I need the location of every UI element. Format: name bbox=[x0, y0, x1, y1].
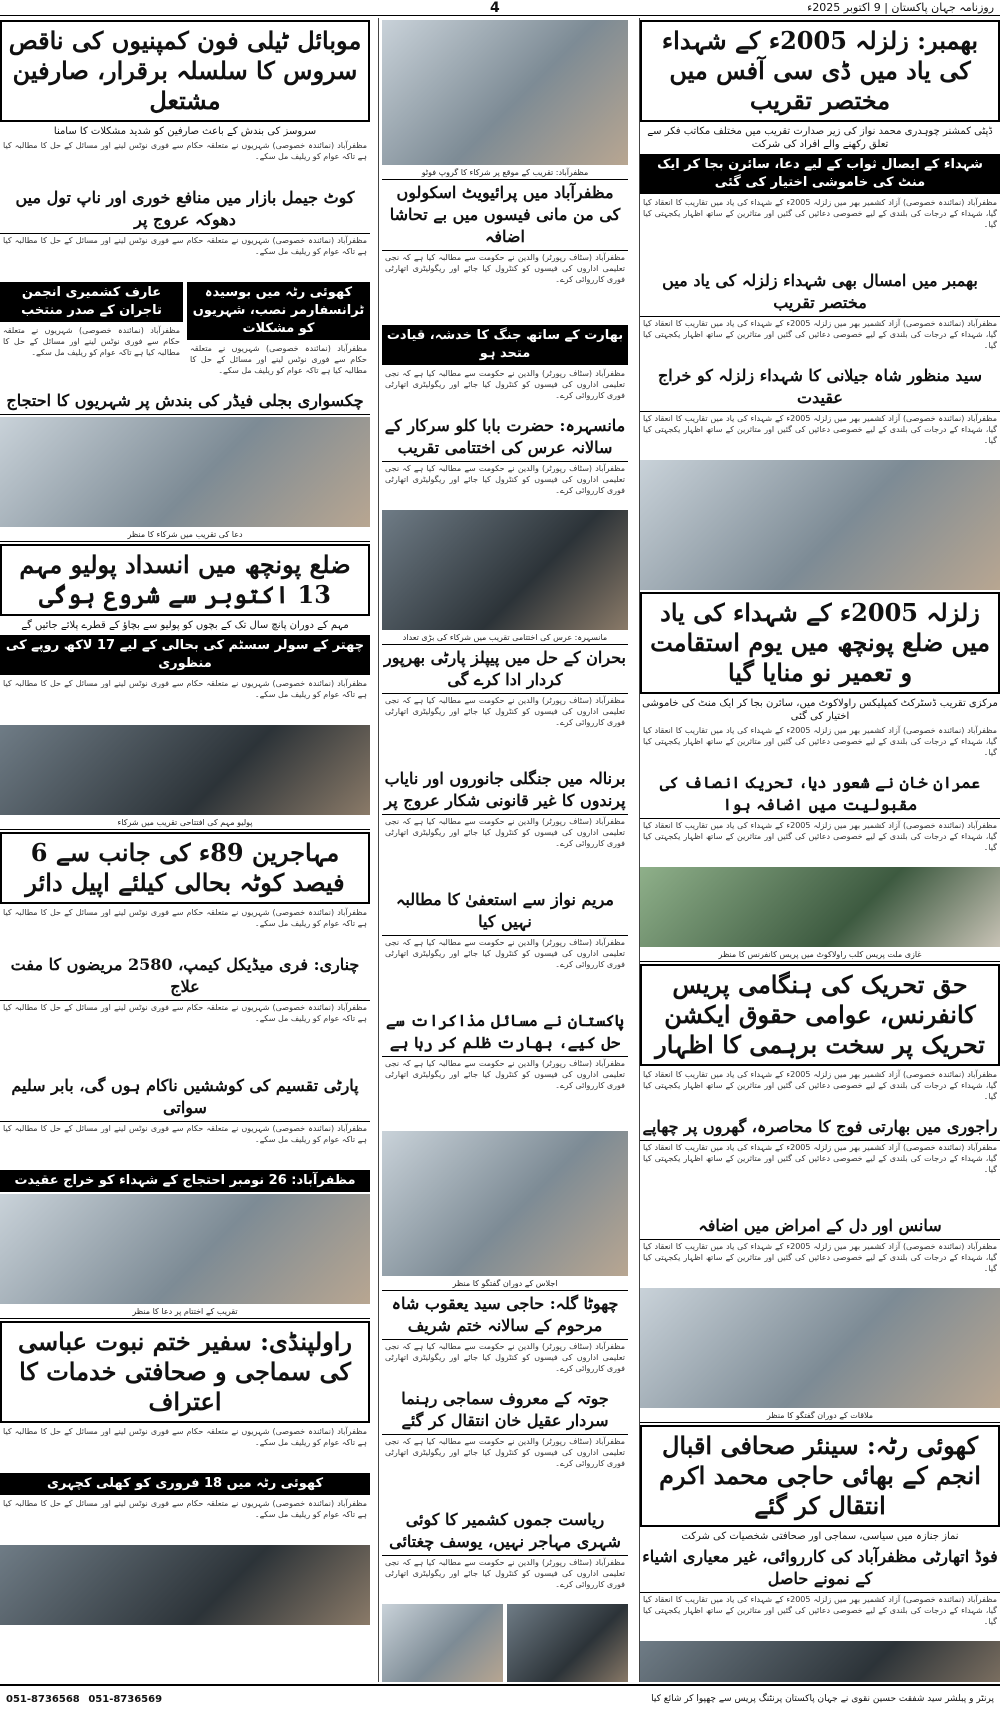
article-body: مظفرآباد (نمائندہ خصوصی) آزاد کشمیر بھر میں زلزلہ 2005ء کے شہداء کی یاد میں تقاریب کا انعقاد کیا گیا، شہداء کے درجات کی بلندی کے لیے خصوصی دعائیں کی گئیں اور متاثرین کے ساتھ اظہار یکجہتی کیا گیا۔ bbox=[643, 319, 997, 350]
article-body: مظفرآباد (نمائندہ خصوصی) شہریوں نے متعلقہ حکام سے فوری نوٹس لینے اور مسائل کے حل کا مطالبہ کیا ہے تاکہ عوام کو ریلیف مل سکے۔ bbox=[3, 1499, 367, 1519]
article-body: مظفرآباد (نمائندہ خصوصی) آزاد کشمیر بھر میں زلزلہ 2005ء کے شہداء کی یاد میں تقاریب کا انعقاد کیا گیا، شہداء کے درجات کی بلندی کے لیے خصوصی دعائیں کی گئیں اور متاثرین کے ساتھ اظہار یکجہتی کیا گیا۔ bbox=[643, 1070, 997, 1101]
article-body: مظفرآباد (نمائندہ خصوصی) شہریوں نے متعلقہ حکام سے فوری نوٹس لینے اور مسائل کے حل کا مطالبہ کیا ہے تاکہ عوام کو ریلیف مل سکے۔ bbox=[3, 1003, 367, 1023]
news-photo bbox=[382, 20, 628, 165]
article-body: مظفرآباد (نمائندہ خصوصی) شہریوں نے متعلقہ حکام سے فوری نوٹس لینے اور مسائل کے حل کا مطالبہ کیا ہے تاکہ عوام کو ریلیف مل سکے۔ bbox=[3, 141, 367, 161]
photo-caption: مانسہرہ: عرس کی اختتامی تقریب میں شرکاء کی بڑی تعداد bbox=[382, 632, 628, 645]
article-body: مظفرآباد (سٹاف رپورٹر) والدین نے حکومت سے مطالبہ کیا ہے کہ نجی تعلیمی اداروں کی فیسوں کو کنٹرول کیا جائے اور ریگولیٹری اتھارٹی فوری کارروائی کرے۔ bbox=[385, 938, 625, 969]
article-body: مظفرآباد (سٹاف رپورٹر) والدین نے حکومت سے مطالبہ کیا ہے کہ نجی تعلیمی اداروں کی فیسوں کو کنٹرول کیا جائے اور ریگولیٹری اتھارٹی فوری کارروائی کرے۔ bbox=[385, 817, 625, 848]
headline: مریم نواز سے استعفیٰ کا مطالبہ نہیں کیا bbox=[382, 887, 628, 936]
article-body: مظفرآباد (سٹاف رپورٹر) والدین نے حکومت سے مطالبہ کیا ہے کہ نجی تعلیمی اداروں کی فیسوں کو کنٹرول کیا جائے اور ریگولیٹری اتھارٹی فوری کارروائی کرے۔ bbox=[385, 464, 625, 495]
news-photo bbox=[382, 510, 628, 630]
headline: ریاست جموں کشمیر کا کوئی شہری مہاجر نہیں، یوسف چغتائی bbox=[382, 1507, 628, 1556]
article-body: مظفرآباد (نمائندہ خصوصی) آزاد کشمیر بھر میں زلزلہ 2005ء کے شہداء کی یاد میں تقاریب کا انعقاد کیا گیا، شہداء کے درجات کی بلندی کے لیے خصوصی دعائیں کی گئیں اور متاثرین کے ساتھ اظہار یکجہتی کیا گیا۔ bbox=[643, 821, 997, 852]
headline: پاکستان نے مسائل مذاکرات سے حل کیے، بھارت ظلم کر رہا ہے bbox=[382, 1008, 628, 1057]
middle-column bbox=[382, 18, 628, 1682]
headline: عارف کشمیری انجمن تاجران کے صدر منتخب bbox=[0, 282, 183, 322]
photo-caption: مظفرآباد: تقریب کے موقع پر شرکاء کا گروپ فوٹو bbox=[382, 167, 628, 180]
headline: مظفرآباد میں پرائیویٹ اسکولوں کی من مانی فیسوں میں بے تحاشا اضافہ bbox=[382, 180, 628, 251]
subheadline: سروسز کی بندش کے باعث صارفین کو شدید مشکلات کا سامنا bbox=[53, 126, 317, 137]
article-body: مظفرآباد (نمائندہ خصوصی) شہریوں نے متعلقہ حکام سے فوری نوٹس لینے اور مسائل کے حل کا مطالبہ کیا ہے تاکہ عوام کو ریلیف مل سکے۔ bbox=[3, 236, 367, 256]
photo-caption: غازی ملت پریس کلب راولاکوٹ میں پریس کانفرنس کا منظر bbox=[640, 949, 1000, 962]
article-body: مظفرآباد (نمائندہ خصوصی) آزاد کشمیر بھر میں زلزلہ 2005ء کے شہداء کی یاد میں تقاریب کا انعقاد کیا گیا، شہداء کے درجات کی بلندی کے لیے خصوصی دعائیں کی گئیں اور متاثرین کے ساتھ اظہار یکجہتی کیا گیا۔ bbox=[643, 1143, 997, 1174]
article-body: مظفرآباد (سٹاف رپورٹر) والدین نے حکومت سے مطالبہ کیا ہے کہ نجی تعلیمی اداروں کی فیسوں کو کنٹرول کیا جائے اور ریگولیٹری اتھارٹی فوری کارروائی کرے۔ bbox=[385, 1342, 625, 1373]
headline: کوٹ جیمل بازار میں منافع خوری اور ناپ تول میں دھوکہ عروج پر bbox=[0, 185, 370, 234]
phone-number: 051-8736568 bbox=[6, 1693, 80, 1705]
headline: بحران کے حل میں پیپلز پارٹی بھرپور کردار ادا کرے گی bbox=[382, 645, 628, 694]
article-body: مظفرآباد (نمائندہ خصوصی) شہریوں نے متعلقہ حکام سے فوری نوٹس لینے اور مسائل کے حل کا مطالبہ کیا ہے تاکہ عوام کو ریلیف مل سکے۔ bbox=[3, 679, 367, 699]
news-photo bbox=[0, 725, 370, 815]
news-photo bbox=[0, 1545, 370, 1625]
headline: موبائل ٹیلی فون کمپنیوں کی ناقص سروس کا سلسلہ برقرار، صارفین مشتعل bbox=[0, 20, 370, 122]
headline: چھوٹا گلہ: حاجی سید یعقوب شاہ مرحوم کے سالانہ ختم شریف bbox=[382, 1291, 628, 1340]
headline: بھارت کے ساتھ جنگ کا خدشہ، قیادت متحد ہو bbox=[382, 325, 628, 365]
photo-caption: ملاقات کے دوران گفتگو کا منظر bbox=[640, 1410, 1000, 1423]
headline: مانسہرہ: حضرت بابا کلو سرکار کے سالانہ عرس کی اختتامی تقریب bbox=[382, 413, 628, 462]
headline: ضلع پونچھ میں انسداد پولیو مہم 13 اکتوبر سے شروع ہوگی bbox=[0, 544, 370, 616]
photo-caption: اجلاس کے دوران گفتگو کا منظر bbox=[382, 1278, 628, 1291]
news-photo bbox=[640, 460, 1000, 590]
news-photo bbox=[0, 417, 370, 527]
headline: راجوری میں بھارتی فوج کا محاصرہ، گھروں پر چھاپے bbox=[640, 1114, 1000, 1141]
article-body: مظفرآباد (نمائندہ خصوصی) آزاد کشمیر بھر میں زلزلہ 2005ء کے شہداء کی یاد میں تقاریب کا انعقاد کیا گیا، شہداء کے درجات کی بلندی کے لیے خصوصی دعائیں کی گئیں اور متاثرین کے ساتھ اظہار یکجہتی کیا گیا۔ bbox=[643, 414, 997, 445]
headline: حق تحریک کی ہنگامی پریس کانفرنس، عوامی حقوق ایکشن تحریک پر سخت برہمی کا اظہار bbox=[640, 964, 1000, 1066]
headline: چناری: فری میڈیکل کیمپ، 2580 مریضوں کا مفت علاج bbox=[0, 952, 370, 1001]
article-body: مظفرآباد (سٹاف رپورٹر) والدین نے حکومت سے مطالبہ کیا ہے کہ نجی تعلیمی اداروں کی فیسوں کو کنٹرول کیا جائے اور ریگولیٹری اتھارٹی فوری کارروائی کرے۔ bbox=[385, 253, 625, 284]
article-body: مظفرآباد (نمائندہ خصوصی) شہریوں نے متعلقہ حکام سے فوری نوٹس لینے اور مسائل کے حل کا مطالبہ کیا ہے تاکہ عوام کو ریلیف مل سکے۔ bbox=[3, 1124, 367, 1144]
headline: چکسواری بجلی فیڈر کی بندش پر شہریوں کا احتجاج bbox=[0, 388, 370, 415]
headline: راولپنڈی: سفیر ختم نبوت عباسی کی سماجی و صحافتی خدمات کا اعتراف bbox=[0, 1321, 370, 1423]
footer bbox=[0, 1684, 1000, 1712]
phone-number: 051-8736569 bbox=[88, 1693, 163, 1705]
headline: مہاجرین 89ء کی جانب سے 6 فیصد کوٹہ بحالی کیلئے اپیل دائر bbox=[0, 832, 370, 904]
article-body: مظفرآباد (نمائندہ خصوصی) آزاد کشمیر بھر میں زلزلہ 2005ء کے شہداء کی یاد میں تقاریب کا انعقاد کیا گیا، شہداء کے درجات کی بلندی کے لیے خصوصی دعائیں کی گئیں اور متاثرین کے ساتھ اظہار یکجہتی کیا گیا۔ bbox=[643, 1595, 997, 1626]
headline: عمران خان نے شعور دیا، تحریک انصاف کی مقبولیت میں اضافہ ہوا bbox=[640, 770, 1000, 819]
news-photo bbox=[640, 1641, 1000, 1682]
photo-caption: دعا کی تقریب میں شرکاء کا منظر bbox=[0, 529, 370, 542]
article-body: مظفرآباد (نمائندہ خصوصی) شہریوں نے متعلقہ حکام سے فوری نوٹس لینے اور مسائل کے حل کا مطالبہ کیا ہے تاکہ عوام کو ریلیف مل سکے۔ bbox=[190, 344, 367, 375]
article-body: مظفرآباد (نمائندہ خصوصی) آزاد کشمیر بھر میں زلزلہ 2005ء کے شہداء کی یاد میں تقاریب کا انعقاد کیا گیا، شہداء کے درجات کی بلندی کے لیے خصوصی دعائیں کی گئیں اور متاثرین کے ساتھ اظہار یکجہتی کیا گیا۔ bbox=[643, 198, 997, 229]
headline: چھتر کے سولر سسٹم کی بحالی کے لیے 17 لاکھ روپے کی منظوری bbox=[0, 635, 370, 675]
news-photo bbox=[640, 867, 1000, 947]
headline: زلزلہ 2005ء کے شہداء کی یاد میں ضلع پونچھ میں یوم استقامت و تعمیر نو منایا گیا bbox=[640, 592, 1000, 694]
subheadline: شہداء کے ایصال ثواب کے لیے دعا، سائرن بجا کر ایک منٹ کی خاموشی اختیار کی گئی bbox=[640, 154, 1000, 194]
subheadline: مرکزی تقریب ڈسٹرکٹ کمپلیکس راولاکوٹ میں، سائرن بجا کر ایک منٹ کی خاموشی اختیار کی گئی bbox=[642, 698, 998, 722]
right-column bbox=[640, 18, 1000, 1682]
subheadline: نماز جنازہ میں سیاسی، سماجی اور صحافتی شخصیات کی شرکت bbox=[681, 1531, 959, 1542]
headline: سید منظور شاہ جیلانی کا شہداء زلزلہ کو خراج عقیدت bbox=[640, 363, 1000, 412]
masthead-bar bbox=[0, 0, 1000, 16]
article-body: مظفرآباد (نمائندہ خصوصی) آزاد کشمیر بھر میں زلزلہ 2005ء کے شہداء کی یاد میں تقاریب کا انعقاد کیا گیا، شہداء کے درجات کی بلندی کے لیے خصوصی دعائیں کی گئیں اور متاثرین کے ساتھ اظہار یکجہتی کیا گیا۔ bbox=[643, 1242, 997, 1273]
left-column bbox=[0, 18, 370, 1682]
publisher-line: پرنٹر و پبلشر سید شفقت حسین نقوی نے جہان پاکستان پرنٹنگ پریس سے چھپوا کر شائع کیا bbox=[651, 1694, 994, 1704]
photo-caption: تقریب کے اختتام پر دعا کا منظر bbox=[0, 1306, 370, 1319]
article-body: مظفرآباد (سٹاف رپورٹر) والدین نے حکومت سے مطالبہ کیا ہے کہ نجی تعلیمی اداروں کی فیسوں کو کنٹرول کیا جائے اور ریگولیٹری اتھارٹی فوری کارروائی کرے۔ bbox=[385, 1437, 625, 1468]
headline: جوتہ کے معروف سماجی رہنما سردار عقیل خان انتقال کر گئے bbox=[382, 1386, 628, 1435]
headline: برنالہ میں جنگلی جانوروں اور نایاب پرندوں کا غیر قانونی شکار عروج پر bbox=[382, 766, 628, 815]
article-body: مظفرآباد (سٹاف رپورٹر) والدین نے حکومت سے مطالبہ کیا ہے کہ نجی تعلیمی اداروں کی فیسوں کو کنٹرول کیا جائے اور ریگولیٹری اتھارٹی فوری کارروائی کرے۔ bbox=[385, 1059, 625, 1090]
headline: بھمبر میں امسال بھی شہداء زلزلہ کی یاد میں مختصر تقریب bbox=[640, 268, 1000, 317]
headline: بھمبر: زلزلہ 2005ء کے شہداء کی یاد میں ڈی سی آفس میں مختصر تقریب bbox=[640, 20, 1000, 122]
date-line: روزنامہ جہان پاکستان | 9 اکتوبر 2025ء bbox=[807, 1, 994, 14]
article-body: مظفرآباد (سٹاف رپورٹر) والدین نے حکومت سے مطالبہ کیا ہے کہ نجی تعلیمی اداروں کی فیسوں کو کنٹرول کیا جائے اور ریگولیٹری اتھارٹی فوری کارروائی کرے۔ bbox=[385, 369, 625, 400]
page-number: 4 bbox=[490, 0, 500, 16]
article-body: مظفرآباد (نمائندہ خصوصی) شہریوں نے متعلقہ حکام سے فوری نوٹس لینے اور مسائل کے حل کا مطالبہ کیا ہے تاکہ عوام کو ریلیف مل سکے۔ bbox=[3, 908, 367, 928]
headline: مظفرآباد: 26 نومبر احتجاج کے شہداء کو خراج عقیدت bbox=[0, 1170, 370, 1192]
news-photo bbox=[507, 1604, 628, 1682]
article-body: مظفرآباد (سٹاف رپورٹر) والدین نے حکومت سے مطالبہ کیا ہے کہ نجی تعلیمی اداروں کی فیسوں کو کنٹرول کیا جائے اور ریگولیٹری اتھارٹی فوری کارروائی کرے۔ bbox=[385, 1558, 625, 1589]
headline: پارٹی تقسیم کی کوششیں ناکام ہوں گی، بابر سلیم سواتی bbox=[0, 1073, 370, 1122]
article-body: مظفرآباد (نمائندہ خصوصی) شہریوں نے متعلقہ حکام سے فوری نوٹس لینے اور مسائل کے حل کا مطالبہ کیا ہے تاکہ عوام کو ریلیف مل سکے۔ bbox=[3, 1427, 367, 1447]
subheadline: ڈپٹی کمشنر چوہدری محمد نواز کی زیر صدارت تقریب میں مختلف مکاتب فکر سے تعلق رکھنے والے افراد کی شرکت bbox=[647, 126, 993, 150]
headline: فوڈ اتھارٹی مظفرآباد کی کارروائی، غیر معیاری اشیاء کے نمونے حاصل bbox=[640, 1544, 1000, 1593]
news-photo bbox=[0, 1194, 370, 1304]
subheadline: مہم کے دوران پانچ سال تک کے بچوں کو پولیو سے بچاؤ کے قطرے پلائے جائیں گے bbox=[21, 620, 349, 631]
news-photo bbox=[382, 1604, 503, 1682]
headline: کھوئی رٹہ: سینئر صحافی اقبال انجم کے بھائی حاجی محمد اکرم انتقال کر گئے bbox=[640, 1425, 1000, 1527]
news-photo bbox=[382, 1131, 628, 1276]
article-body: مظفرآباد (نمائندہ خصوصی) آزاد کشمیر بھر میں زلزلہ 2005ء کے شہداء کی یاد میں تقاریب کا انعقاد کیا گیا، شہداء کے درجات کی بلندی کے لیے خصوصی دعائیں کی گئیں اور متاثرین کے ساتھ اظہار یکجہتی کیا گیا۔ bbox=[643, 726, 997, 757]
photo-caption: پولیو مہم کی افتتاحی تقریب میں شرکاء bbox=[0, 817, 370, 830]
article-body: مظفرآباد (نمائندہ خصوصی) شہریوں نے متعلقہ حکام سے فوری نوٹس لینے اور مسائل کے حل کا مطالبہ کیا ہے تاکہ عوام کو ریلیف مل سکے۔ bbox=[3, 326, 180, 357]
news-photo bbox=[640, 1288, 1000, 1408]
headline: کھوئی رٹہ میں بوسیدہ ٹرانسفارمر نصب، شہریوں کو مشکلات bbox=[187, 282, 370, 340]
article-body: مظفرآباد (سٹاف رپورٹر) والدین نے حکومت سے مطالبہ کیا ہے کہ نجی تعلیمی اداروں کی فیسوں کو کنٹرول کیا جائے اور ریگولیٹری اتھارٹی فوری کارروائی کرے۔ bbox=[385, 696, 625, 727]
headline: سانس اور دل کے امراض میں اضافہ bbox=[640, 1213, 1000, 1240]
headline: کھوئی رٹہ میں 18 فروری کو کھلی کچہری bbox=[0, 1473, 370, 1495]
